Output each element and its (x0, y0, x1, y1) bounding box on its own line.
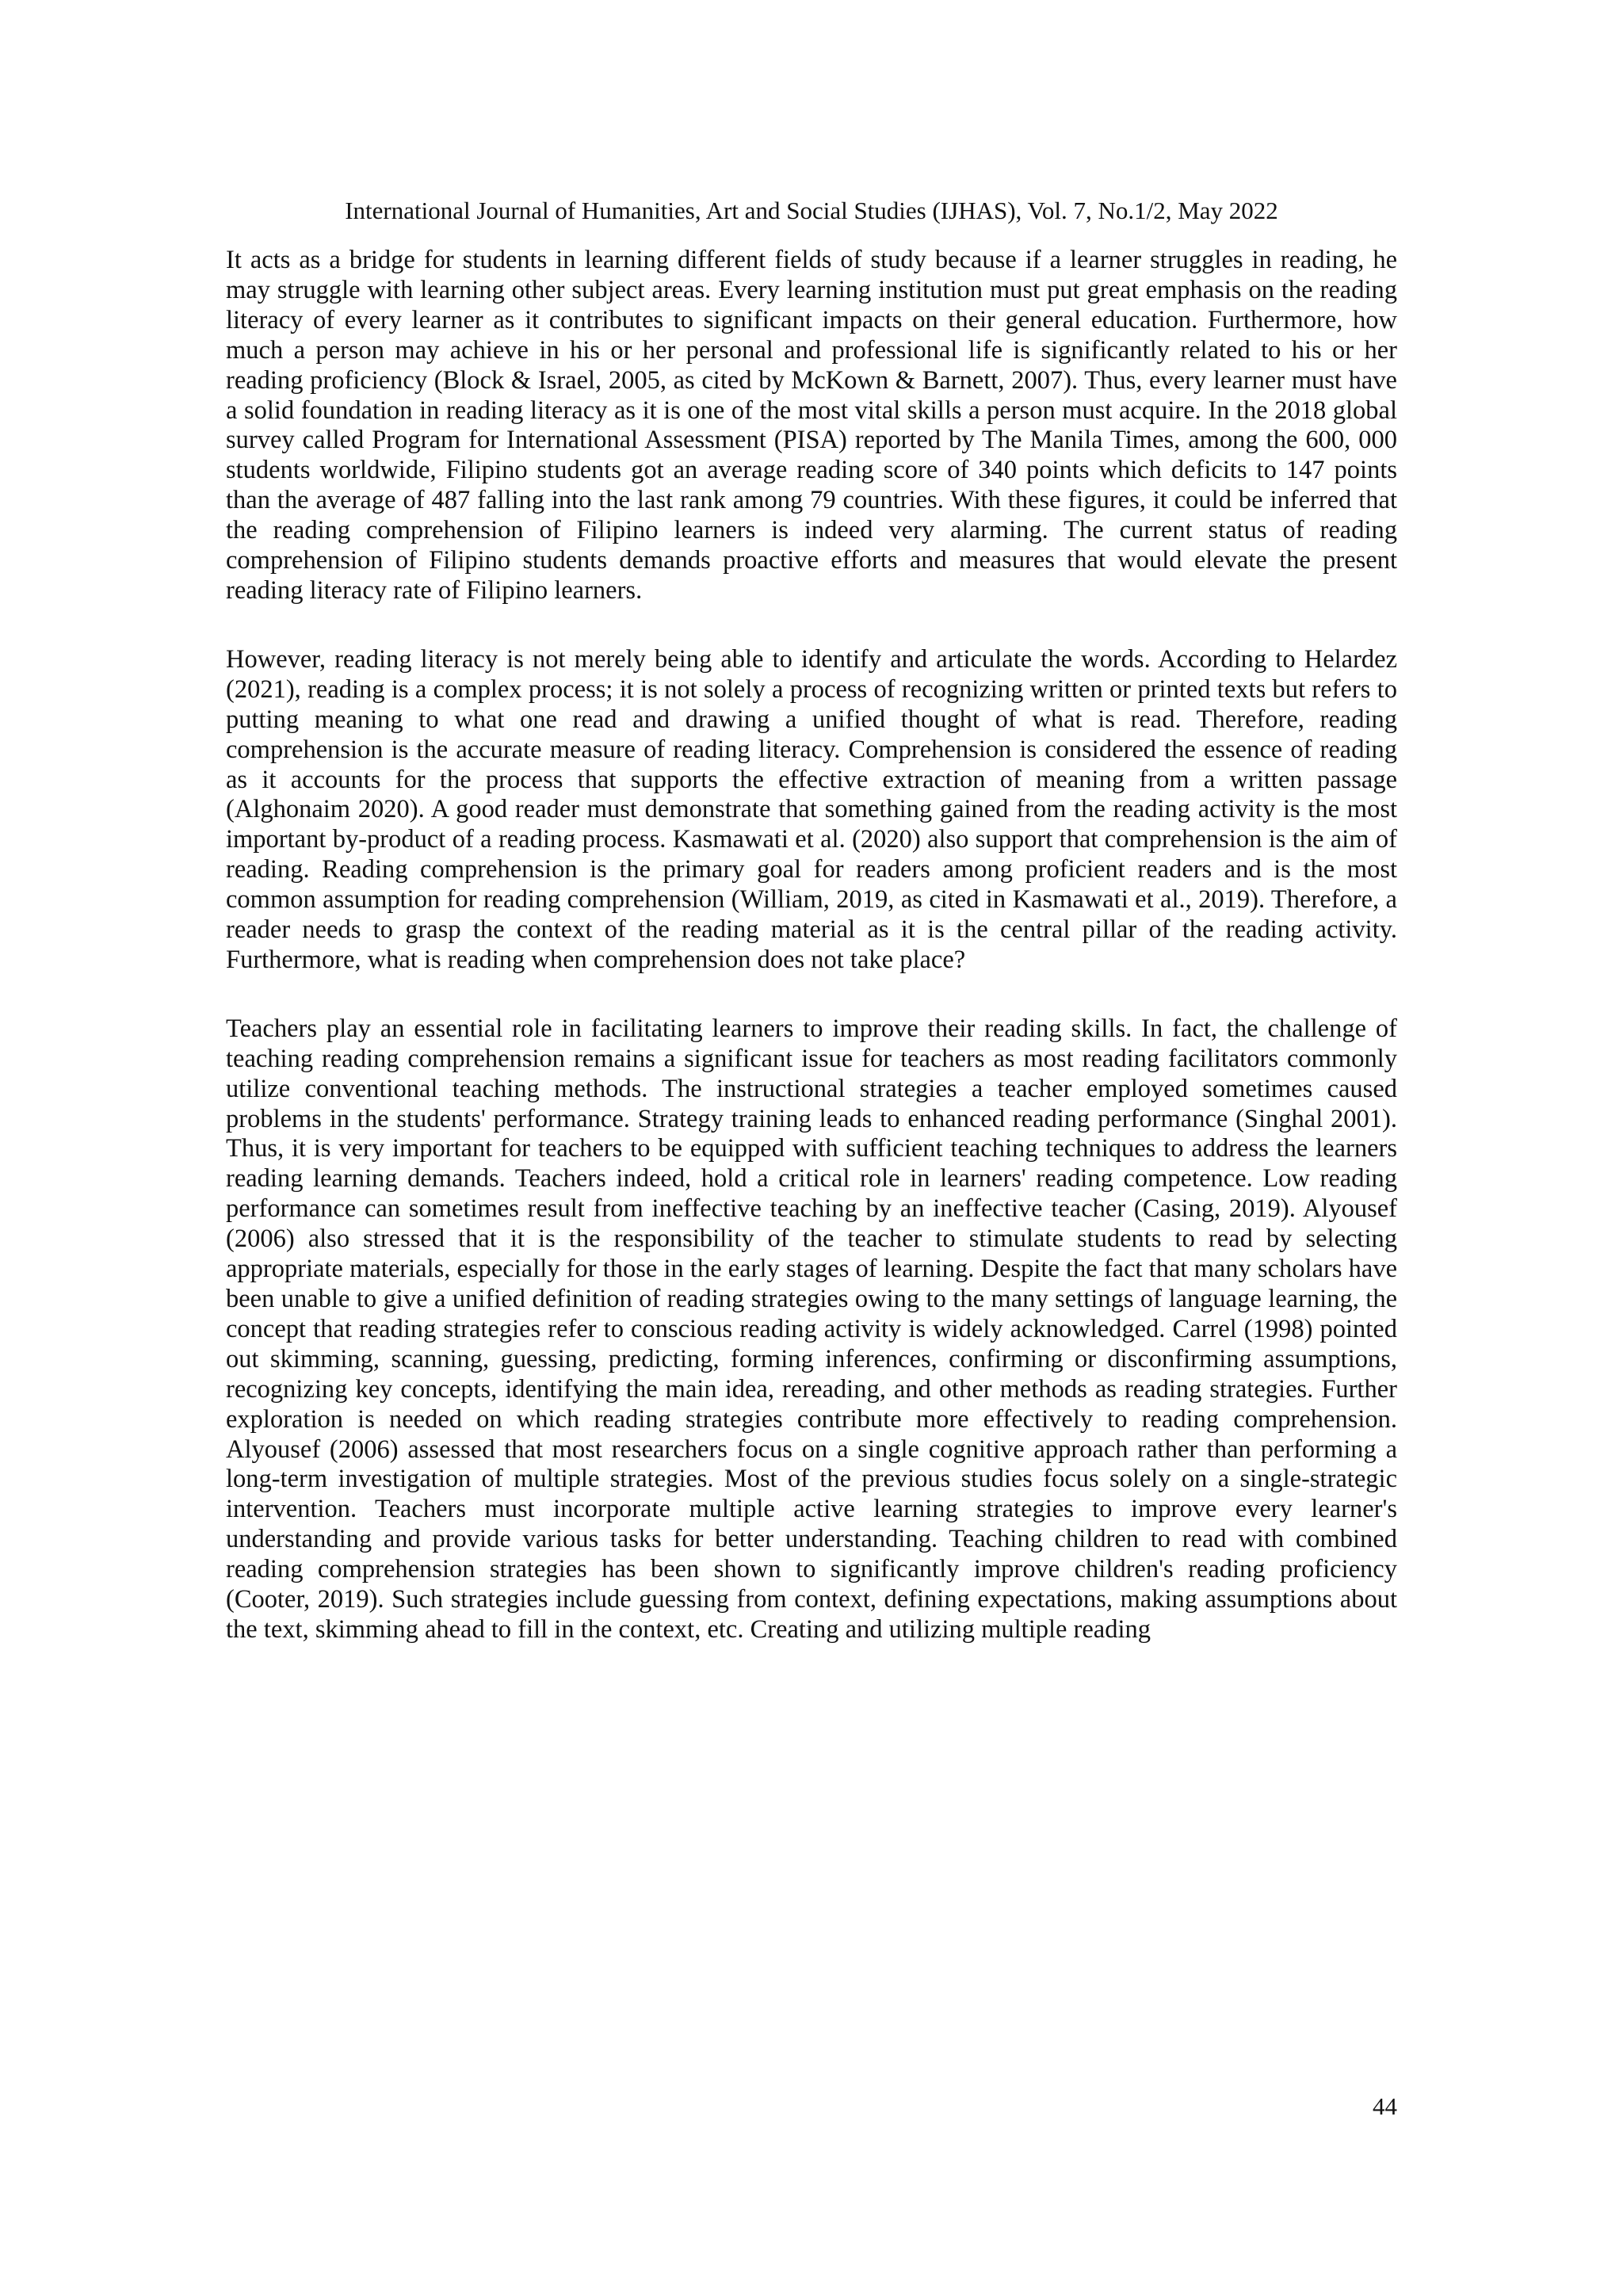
running-header: International Journal of Humanities, Art and Social Studies (IJHAS), Vol. 7, No.1/2, May 2022 (345, 197, 1278, 224)
paragraph-reading-comprehension: However, reading literacy is not merely being able to identify and articulate the words. According to Helardez (2021), reading is a complex process; it is not solely a process of recognizing written or printed texts but refers to putting meaning to what one read and drawing a unified thought of what is read. Therefore, reading comprehension is the accurate measure of reading literacy. Comprehension is considered the essence of reading as it accounts for the process that supports the effective extraction of meaning from a written passage (Alghonaim 2020). A good reader must demonstrate that something gained from the reading activity is the most important by-product of a reading process. Kasmawati et al. (2020) also support that comprehension is the aim of reading. Reading comprehension is the primary goal for readers among proficient readers and is the most common assumption for reading comprehension (William, 2019, as cited in Kasmawati et al., 2019). Therefore, a reader needs to grasp the context of the reading material as it is the central pillar of the reading activity. Furthermore, what is reading when comprehension does not take place? (226, 644, 1397, 974)
body-text (226, 246, 1397, 1645)
paragraph-teachers-role: Teachers play an essential role in facilitating learners to improve their reading skills. In fact, the challenge of teaching reading comprehension remains a significant issue for teachers as most reading facilitators commonly utilize conventional teaching methods. The instructional strategies a teacher employed sometimes caused problems in the students' performance. Strategy training leads to enhanced reading performance (Singhal 2001). Thus, it is very important for teachers to be equipped with sufficient teaching techniques to address the learners reading learning demands. Teachers indeed, hold a critical role in learners' reading competence. Low reading performance can sometimes result from ineffective teaching by an ineffective teacher (Casing, 2019). Alyousef (2006) also stressed that it is the responsibility of the teacher to stimulate students to read by selecting appropriate materials, especially for those in the early stages of learning. Despite the fact that many scholars have been unable to give a unified definition of reading strategies owing to the many settings of language learning, the concept that reading strategies refer to conscious reading activity is widely acknowledged. Carrel (1998) pointed out skimming, scanning, guessing, predicting, forming inferences, confirming or disconfirming assumptions, recognizing key concepts, identifying the main idea, rereading, and other methods as reading strategies. Further exploration is needed on which reading strategies contribute more effectively to reading comprehension. Alyousef (2006) assessed that most researchers focus on a single cognitive approach rather than performing a long-term investigation of multiple strategies. Most of the previous studies focus solely on a single-strategic intervention. Teachers must incorporate multiple active learning strategies to improve every learner's understanding and provide various tasks for better understanding. Teaching children to read with combined reading comprehension strategies has been shown to significantly improve children's reading proficiency (Cooter, 2019). Such strategies include guessing from context, defining expectations, making assumptions about the text, skimming ahead to fill in the context, etc. Creating and utilizing multiple reading (226, 1014, 1397, 1644)
paragraph-reading-literacy: It acts as a bridge for students in learning different fields of study because if a learner struggles in reading, he may struggle with learning other subject areas. Every learning institution must put great emphasis on the reading literacy of every learner as it contributes to significant impacts on their general education. Furthermore, how much a person may achieve in his or her personal and professional life is significantly related to his or her reading proficiency (Block & Israel, 2005, as cited by McKown & Barnett, 2007). Thus, every learner must have a solid foundation in reading literacy as it is one of the most vital skills a person must acquire. In the 2018 global survey called Program for International Assessment (PISA) reported by The Manila Times, among the 600, 000 students worldwide, Filipino students got an average reading score of 340 points which deficits to 147 points than the average of 487 falling into the last rank among 79 countries. With these figures, it could be inferred that the reading comprehension of Filipino learners is indeed very alarming. The current status of reading comprehension of Filipino students demands proactive efforts and measures that would elevate the present reading literacy rate of Filipino learners. (226, 246, 1397, 605)
page-number: 44 (1373, 2092, 1397, 2120)
